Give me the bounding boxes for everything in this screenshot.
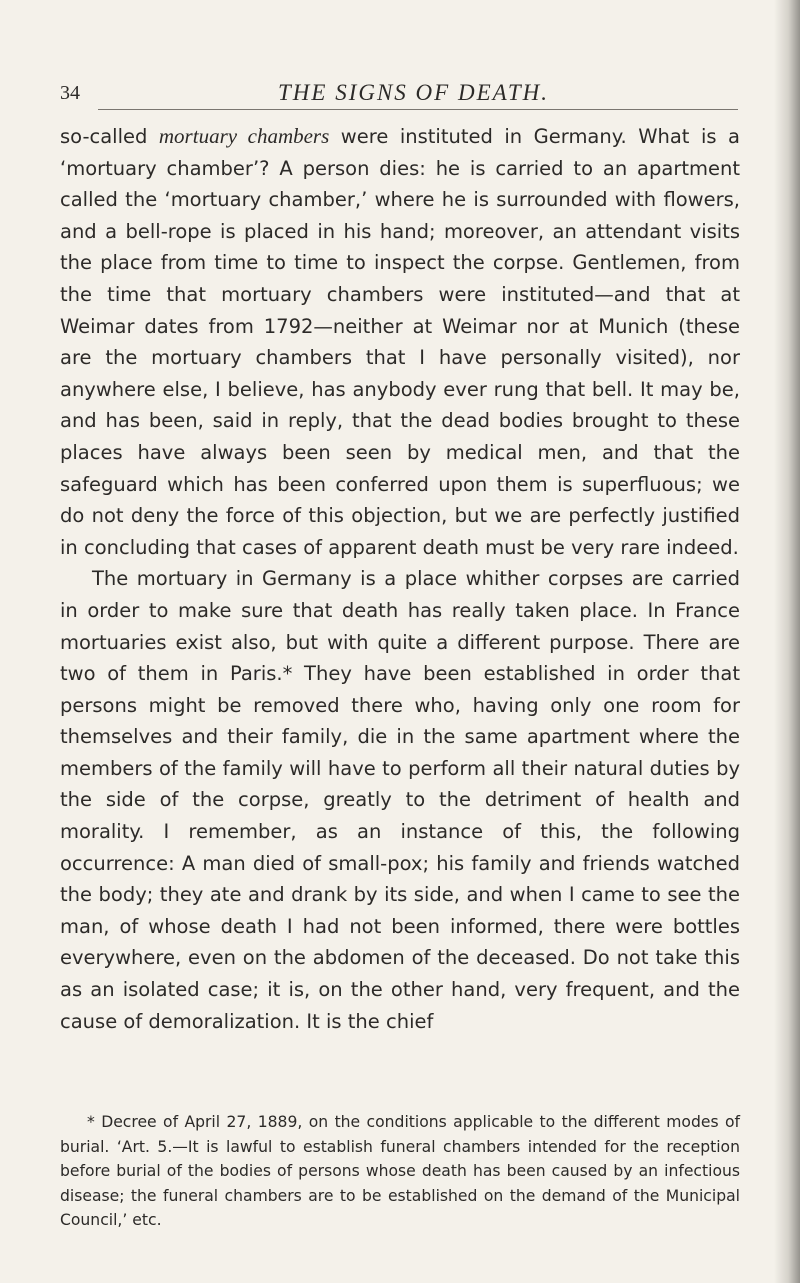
paragraph-1-rest: were instituted in Germany. What is a ‘mortuary chamber’? A person dies: he is carried to an apartment called the ‘mortuary chamber,’ where he is surrounded with flowers, and a bell-rope is placed in his hand; moreover, an attendant visits the place from time to time to inspect the corpse. Gentlemen, from the time that mortuary chambers were instituted—and that at Weimar dates from 1792—neither at Weimar nor at Munich (these are the mortuary chambers that I have personally visited), nor anywhere else, I believe, has anybody ever rung that bell. It may be, and has been, said in reply, that the dead bodies brought to these places have always been seen by medical men, and that the safeguard which has been conferred upon them is superfluous; we do not deny the force of this objection, but we are perfectly justified in concluding that cases of apparent death must be very rare indeed. — [60, 125, 740, 559]
paragraph-2: The mortuary in Germany is a place whither corpses are carried in order to make sure that death has really taken place. In France mortuaries exist also, but with quite a different purpose. There are two of them in Paris.* They have been established in order that persons might be removed there who, having only one room for themselves and their family, die in the same apartment where the members of the family will have to perform all their natural duties by the side of the corpse, greatly to the detriment of health and morality. I remember, as an instance of this, the following occurrence: A man died of small-pox; his family and friends watched the body; they ate and drank by its side, and when I came to see the man, of whose death I had not been informed, there were bottles everywhere, even on the abdomen of the deceased. Do not take this as an isolated case; it is, on the other hand, very frequent, and the cause of demoralization. It is the chief — [60, 567, 740, 1033]
footnote-text: * Decree of April 27, 1889, on the conditions applicable to the different modes of burial. ‘Art. 5.—It is lawful to establish funeral chambers intended for the reception before burial of the bodies of persons whose death has been caused by an infectious disease; the funeral chambers are to be established on the demand of the Municipal Council,’ etc. — [60, 1113, 740, 1230]
running-head — [60, 80, 740, 110]
page-number: 34 — [60, 82, 80, 104]
paragraph-1 — [60, 121, 740, 563]
running-title: THE SIGNS OF DEATH. — [278, 80, 549, 105]
page-edge-shadow — [774, 0, 800, 1283]
paragraph-1-start: so-called — [60, 125, 159, 148]
header-rule — [98, 109, 738, 110]
body-text — [60, 121, 740, 1037]
footnote — [60, 1110, 740, 1233]
paragraph-1-italic: mortuary chambers — [158, 124, 330, 148]
